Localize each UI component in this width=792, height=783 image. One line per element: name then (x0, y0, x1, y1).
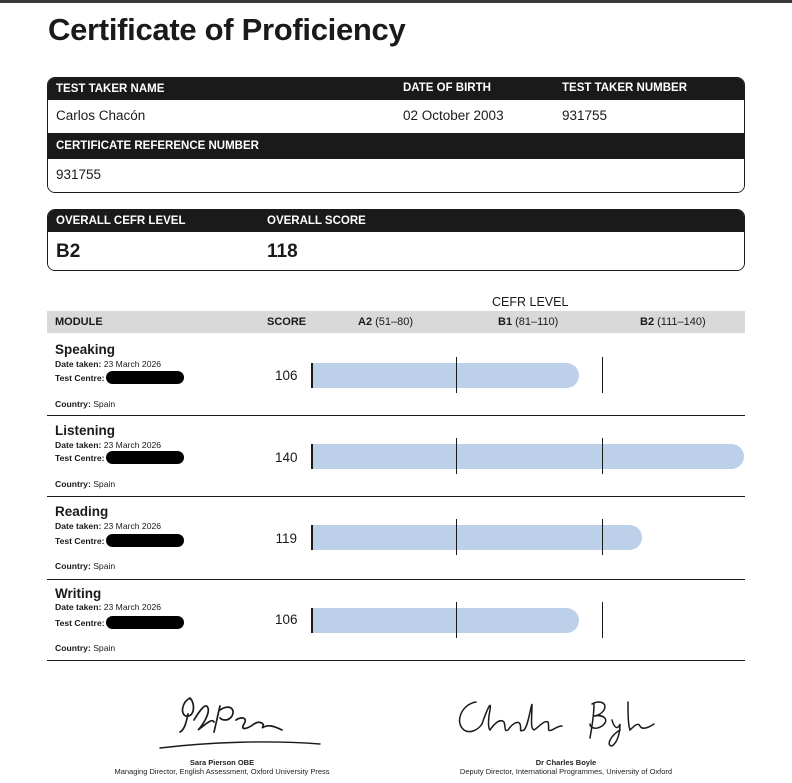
reference-header-row (48, 133, 744, 159)
module-row-speaking (47, 333, 745, 416)
number-label: TEST TAKER NUMBER (562, 82, 688, 94)
band-divider (456, 357, 458, 393)
module-score: 119 (275, 531, 297, 546)
redaction-mark (106, 451, 184, 464)
row-divider (47, 660, 745, 662)
reference-label: CERTIFICATE REFERENCE NUMBER (56, 140, 259, 152)
score-column-header: SCORE (267, 316, 307, 328)
module-name: Reading (55, 504, 109, 519)
bar-axis-line (311, 444, 313, 469)
country: Country: Spain (55, 479, 116, 489)
certificate-reference-number: 931755 (56, 167, 102, 182)
test-centre: Test Centre: (55, 617, 184, 630)
overall-level-label: OVERALL CEFR LEVEL (56, 215, 186, 227)
test-centre: Test Centre: (55, 372, 184, 385)
date-of-birth: 02 October 2003 (403, 108, 504, 123)
module-score: 140 (275, 450, 298, 465)
dob-label: DATE OF BIRTH (403, 82, 491, 94)
level-a2-header: A2 (51–80) (358, 316, 414, 328)
overall-score: 118 (267, 241, 298, 262)
signatory-name: Dr Charles Boyle (535, 758, 597, 767)
bar-axis-line (311, 363, 313, 388)
band-divider (602, 438, 604, 474)
country: Country: Spain (55, 399, 116, 409)
modules-table-header (47, 311, 745, 333)
overall-header-row (48, 210, 744, 232)
signatory-block-2 (424, 758, 708, 776)
overall-value-row (48, 232, 744, 270)
test-taker-details (47, 77, 745, 193)
band-divider (456, 438, 458, 474)
signatory-role: Managing Director, English Assessment, Oxford University Press (114, 767, 330, 776)
details-header-row (48, 78, 744, 100)
module-column-header: MODULE (55, 316, 103, 328)
reference-value-row (48, 159, 744, 193)
test-taker-number: 931755 (562, 108, 608, 123)
level-b1-header: B1 (81–110) (498, 316, 559, 328)
details-value-row (48, 100, 744, 133)
certificate-title: Certificate of Proficiency (48, 12, 406, 47)
level-b2-header: B2 (111–140) (640, 316, 706, 328)
band-divider (602, 357, 604, 393)
band-divider (602, 519, 604, 555)
module-score: 106 (275, 368, 298, 383)
date-taken: Date taken: 23 March 2026 (55, 602, 162, 612)
bar-axis-line (311, 608, 313, 633)
module-name: Speaking (55, 342, 116, 357)
cefr-level-title: CEFR LEVEL (492, 295, 569, 309)
country: Country: Spain (55, 561, 116, 571)
band-divider (456, 519, 458, 555)
band-divider (456, 602, 458, 638)
date-taken: Date taken: 23 March 2026 (55, 359, 162, 369)
module-row-writing (47, 580, 745, 661)
signature-sara-pierson (150, 680, 330, 760)
top-border (0, 0, 792, 3)
test-taker-name: Carlos Chacón (56, 108, 146, 123)
module-row-reading (47, 497, 745, 580)
country: Country: Spain (55, 643, 116, 653)
module-name: Listening (55, 423, 115, 438)
date-taken: Date taken: 23 March 2026 (55, 440, 162, 450)
redaction-mark (106, 371, 184, 384)
module-score: 106 (275, 612, 298, 627)
signatory-block-1 (80, 758, 364, 776)
signatory-role: Deputy Director, International Programmes, University of Oxford (459, 767, 673, 776)
overall-result (47, 209, 745, 271)
bar-axis-line (311, 525, 313, 550)
score-bar (311, 525, 642, 550)
test-centre: Test Centre: (55, 452, 184, 465)
score-bar (311, 608, 579, 633)
date-taken: Date taken: 23 March 2026 (55, 521, 162, 531)
name-label: TEST TAKER NAME (56, 83, 165, 95)
signatory-name: Sara Pierson OBE (189, 758, 255, 767)
overall-cefr-level: B2 (56, 241, 81, 262)
signature-charles-boyle (448, 690, 678, 750)
redaction-mark (106, 616, 184, 629)
score-bar (311, 444, 744, 469)
module-row-listening (47, 416, 745, 497)
score-bar (311, 363, 579, 388)
redaction-mark (106, 534, 184, 547)
test-centre: Test Centre: (55, 535, 184, 548)
module-name: Writing (55, 586, 102, 601)
overall-score-label: OVERALL SCORE (267, 215, 366, 227)
band-divider (602, 602, 604, 638)
